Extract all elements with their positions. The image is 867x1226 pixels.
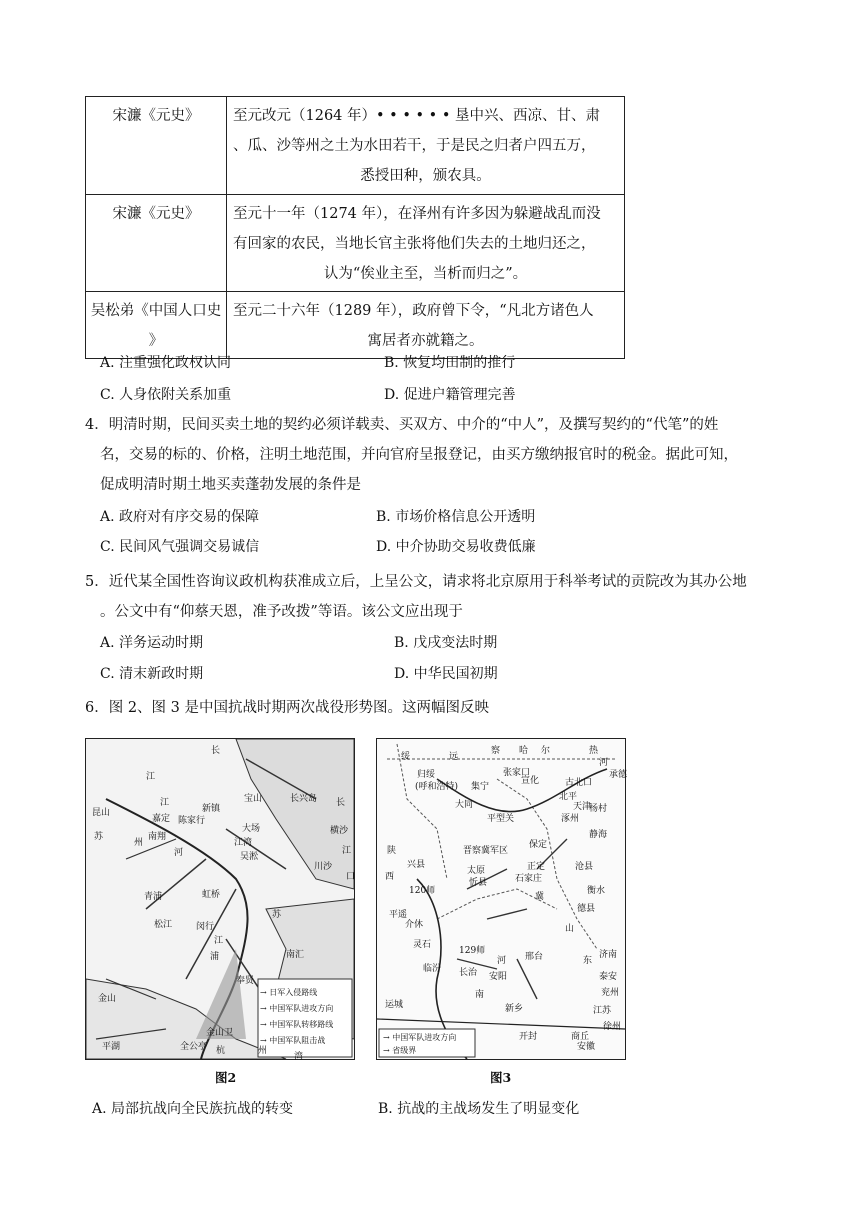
question-6-stem: 6．图 2、图 3 是中国抗战时期两次战役形势图。这两幅图反映 xyxy=(85,700,490,716)
option-a[interactable]: A. 洋务运动时期 xyxy=(100,635,204,651)
map-label: 江 xyxy=(342,846,352,856)
map-label: 河 xyxy=(497,956,507,966)
map-label: 129师 xyxy=(459,946,486,956)
figure-3-map xyxy=(376,738,626,1060)
map-label: 兖州 xyxy=(601,988,620,998)
content-line: 、瓜、沙等州之土为水田若干，于是民之归者户四五万， xyxy=(233,138,596,154)
map-label: 张家口 xyxy=(503,768,531,778)
map-label: 集宁 xyxy=(471,782,490,792)
stem-line: 4．明清时期，民间买卖土地的契约必须详载卖、买双方、中介的“中人”，及撰写契约的“代笔”的姓 xyxy=(85,417,719,433)
map-label: 长 xyxy=(211,746,221,756)
map-label: 热 xyxy=(589,746,599,756)
map-label: 山 xyxy=(565,924,575,934)
source-cell: 宋濂《元史》 xyxy=(86,97,227,195)
map-label: 昆山 xyxy=(92,808,111,818)
table-row xyxy=(86,97,625,195)
map-label: 泰安 xyxy=(599,972,618,982)
option-c[interactable]: C. 清末新政时期 xyxy=(100,666,204,682)
table-row xyxy=(86,195,625,292)
map-label: 涿州 xyxy=(561,814,580,824)
map-label: 宣化 xyxy=(521,776,540,786)
source-table xyxy=(85,96,625,359)
option-b[interactable]: B. 抗战的主战场发生了明显变化 xyxy=(378,1101,580,1117)
map-label: 嘉定 xyxy=(152,814,171,824)
option-c[interactable]: C. 人身依附关系加重 xyxy=(100,387,232,403)
map-label: 济南 xyxy=(599,950,618,960)
content-line: 至元改元（1264 年）• • • • • • 垦中兴、西凉、甘、肃 xyxy=(233,108,600,124)
map-label: 新乡 xyxy=(505,1004,524,1014)
source-cell: 宋濂《元史》 xyxy=(86,195,227,292)
map-label: 平型关 xyxy=(487,814,515,824)
map-label: 兴县 xyxy=(407,860,426,870)
map-label: 冀 xyxy=(535,892,545,902)
map-label: 吴淞 xyxy=(240,852,259,862)
option-b[interactable]: B. 市场价格信息公开透明 xyxy=(376,509,536,525)
map-label: 虹桥 xyxy=(202,890,221,900)
map-label: 苏 xyxy=(94,832,104,842)
map-label: 衡水 xyxy=(587,886,606,896)
map-label: 州 xyxy=(258,1046,268,1056)
legend-item: → 中国军队进攻方向 xyxy=(383,1033,457,1042)
stem-line: 促成明清时期土地买卖蓬勃发展的条件是 xyxy=(100,477,361,493)
map-label: 介休 xyxy=(405,920,424,930)
source-cell xyxy=(86,292,227,359)
stem-line: 。公文中有“仰蔡天恩，准予改拨”等语。该公文应出现于 xyxy=(100,604,463,620)
map-label: 远 xyxy=(449,752,459,762)
map-label: 横沙 xyxy=(330,826,349,836)
map-label: 长兴岛 xyxy=(290,794,318,804)
map-label: 绥 xyxy=(401,752,411,762)
map-label: 南汇 xyxy=(286,950,305,960)
content-cell xyxy=(227,97,625,195)
map-label: 闵行 xyxy=(196,922,215,932)
map-label: 河 xyxy=(174,848,184,858)
map-label: 江 xyxy=(146,772,156,782)
source-line: 》 xyxy=(148,333,164,349)
map-label: 安徽 xyxy=(577,1042,596,1052)
option-d[interactable]: D. 中介协助交易收费低廉 xyxy=(376,539,536,555)
map-label: 石家庄 xyxy=(515,874,543,884)
map-legend xyxy=(383,1031,456,1057)
option-a[interactable]: A. 注重强化政权认同 xyxy=(100,355,232,371)
map-label: 江 xyxy=(214,936,224,946)
map-label: 正定 xyxy=(527,862,546,872)
content-line: 悉授田种，颁农具。 xyxy=(360,168,491,184)
map-label: 晋察冀军区 xyxy=(463,846,509,856)
map-label: 察 xyxy=(491,746,501,756)
map-label: 邢台 xyxy=(525,952,544,962)
map-label: 徐州 xyxy=(603,1022,622,1032)
map-label: 江湾 xyxy=(234,838,253,848)
map-label: 开封 xyxy=(519,1032,538,1042)
map-label: 陕 xyxy=(387,846,397,856)
question-4-stem xyxy=(85,410,805,500)
map-label: 奉贤 xyxy=(236,976,255,986)
content-cell xyxy=(227,292,625,359)
map-label: 新镇 xyxy=(202,804,221,814)
map-label: 松江 xyxy=(154,920,173,930)
map-label: 长 xyxy=(336,798,346,808)
figure-2-caption: 图2 xyxy=(215,1070,237,1085)
option-c[interactable]: C. 民间风气强调交易诚信 xyxy=(100,539,260,555)
map-label: 平湖 xyxy=(102,1042,121,1052)
map-label: 长治 xyxy=(459,968,478,978)
map-label: 德县 xyxy=(577,904,596,914)
map-label: 运城 xyxy=(385,1000,404,1010)
map-label: 金山卫 xyxy=(206,1028,234,1038)
legend-item: → 省级界 xyxy=(383,1046,417,1055)
map-label: 平遥 xyxy=(389,910,408,920)
map-label: 忻县 xyxy=(469,878,488,888)
map-label: 北平 xyxy=(559,792,578,802)
question-5-stem xyxy=(85,567,805,627)
map-label: 杭 xyxy=(216,1046,226,1056)
map-label: 苏 xyxy=(272,910,282,920)
map-label: 南 xyxy=(475,990,485,1000)
map-label: 安阳 xyxy=(489,972,508,982)
map-label: 西 xyxy=(385,872,395,882)
map-label: 浦 xyxy=(210,952,220,962)
map-label: 灵石 xyxy=(413,940,432,950)
content-line: 寓居者亦就籍之。 xyxy=(367,333,484,349)
legend-item: → 中国军队转移路线 xyxy=(260,1020,334,1029)
figure-2-map xyxy=(85,738,355,1060)
map-label: 宝山 xyxy=(244,794,263,804)
map-label: 沧县 xyxy=(575,862,594,872)
map-label: 东 xyxy=(583,956,593,966)
map-label: 120师 xyxy=(409,886,436,896)
map-label: 河 xyxy=(599,758,609,768)
option-d[interactable]: D. 促进户籍管理完善 xyxy=(384,387,516,403)
option-b[interactable]: B. 恢复均田制的推行 xyxy=(384,355,516,371)
map-label: 口 xyxy=(346,872,356,882)
option-d[interactable]: D. 中华民国初期 xyxy=(394,666,498,682)
map-label: (呼和浩特) xyxy=(415,782,459,792)
content-line: 至元二十六年（1289 年），政府曾下令，“凡北方诸色人 xyxy=(233,303,594,319)
map-label: 江苏 xyxy=(593,1006,612,1016)
map-label: 全公亭 xyxy=(180,1042,208,1052)
legend-item: → 中国军队进攻方向 xyxy=(260,1004,334,1013)
legend-item: → 中国军队阻击战 xyxy=(260,1036,326,1045)
content-cell xyxy=(227,195,625,292)
map-label: 承德 xyxy=(609,770,628,780)
map-label: 保定 xyxy=(529,840,548,850)
option-b[interactable]: B. 戊戌变法时期 xyxy=(394,635,498,651)
content-line: 至元十一年（1274 年），在泽州有许多因为躲避战乱而没 xyxy=(233,206,601,222)
figure-3-caption: 图3 xyxy=(490,1070,512,1085)
map-label: 静海 xyxy=(589,830,608,840)
source-line: 吴松弟《中国人口史 xyxy=(90,303,222,319)
stem-line: 名，交易的标的、价格，注明土地范围，并向官府呈报登记，由买方缴纳报官时的税金。据此可知， xyxy=(100,447,738,463)
map-label: 杨村 xyxy=(589,804,608,814)
map-label: 陈家行 xyxy=(178,816,206,826)
map-label: 湾 xyxy=(294,1052,304,1062)
content-line: 认为“俟业主至，当析而归之”。 xyxy=(323,266,528,282)
stem-line: 5．近代某全国性咨询议政机构获准成立后，上呈公文，请求将北京原用于科举考试的贡院改为其办公地 xyxy=(85,574,747,590)
map-label: 商丘 xyxy=(571,1032,590,1042)
legend-item: → 日军入侵路线 xyxy=(260,988,318,997)
map-legend xyxy=(260,985,333,1049)
map-label: 州 xyxy=(134,838,144,848)
map-label: 归绥 xyxy=(417,770,436,780)
map-label: 哈 xyxy=(519,746,529,756)
content-line: 有回家的农民，当地长官主张将他们失去的土地归还之， xyxy=(233,236,596,252)
map-label: 太原 xyxy=(467,866,486,876)
map-label: 南翔 xyxy=(148,832,167,842)
map-label: 川沙 xyxy=(314,862,333,872)
map-label: 临汾 xyxy=(423,964,442,974)
map-label: 大同 xyxy=(455,800,474,810)
option-a[interactable]: A. 局部抗战向全民族抗战的转变 xyxy=(92,1101,294,1117)
option-a[interactable]: A. 政府对有序交易的保障 xyxy=(100,509,260,525)
map-label: 天津 xyxy=(573,802,592,812)
table-row xyxy=(86,292,625,359)
map-label: 青浦 xyxy=(144,892,163,902)
map-label: 古北口 xyxy=(565,778,593,788)
map-label: 金山 xyxy=(98,994,117,1004)
map-label: 大场 xyxy=(242,824,261,834)
map-label: 江 xyxy=(160,798,170,808)
map-label: 尔 xyxy=(541,746,551,756)
